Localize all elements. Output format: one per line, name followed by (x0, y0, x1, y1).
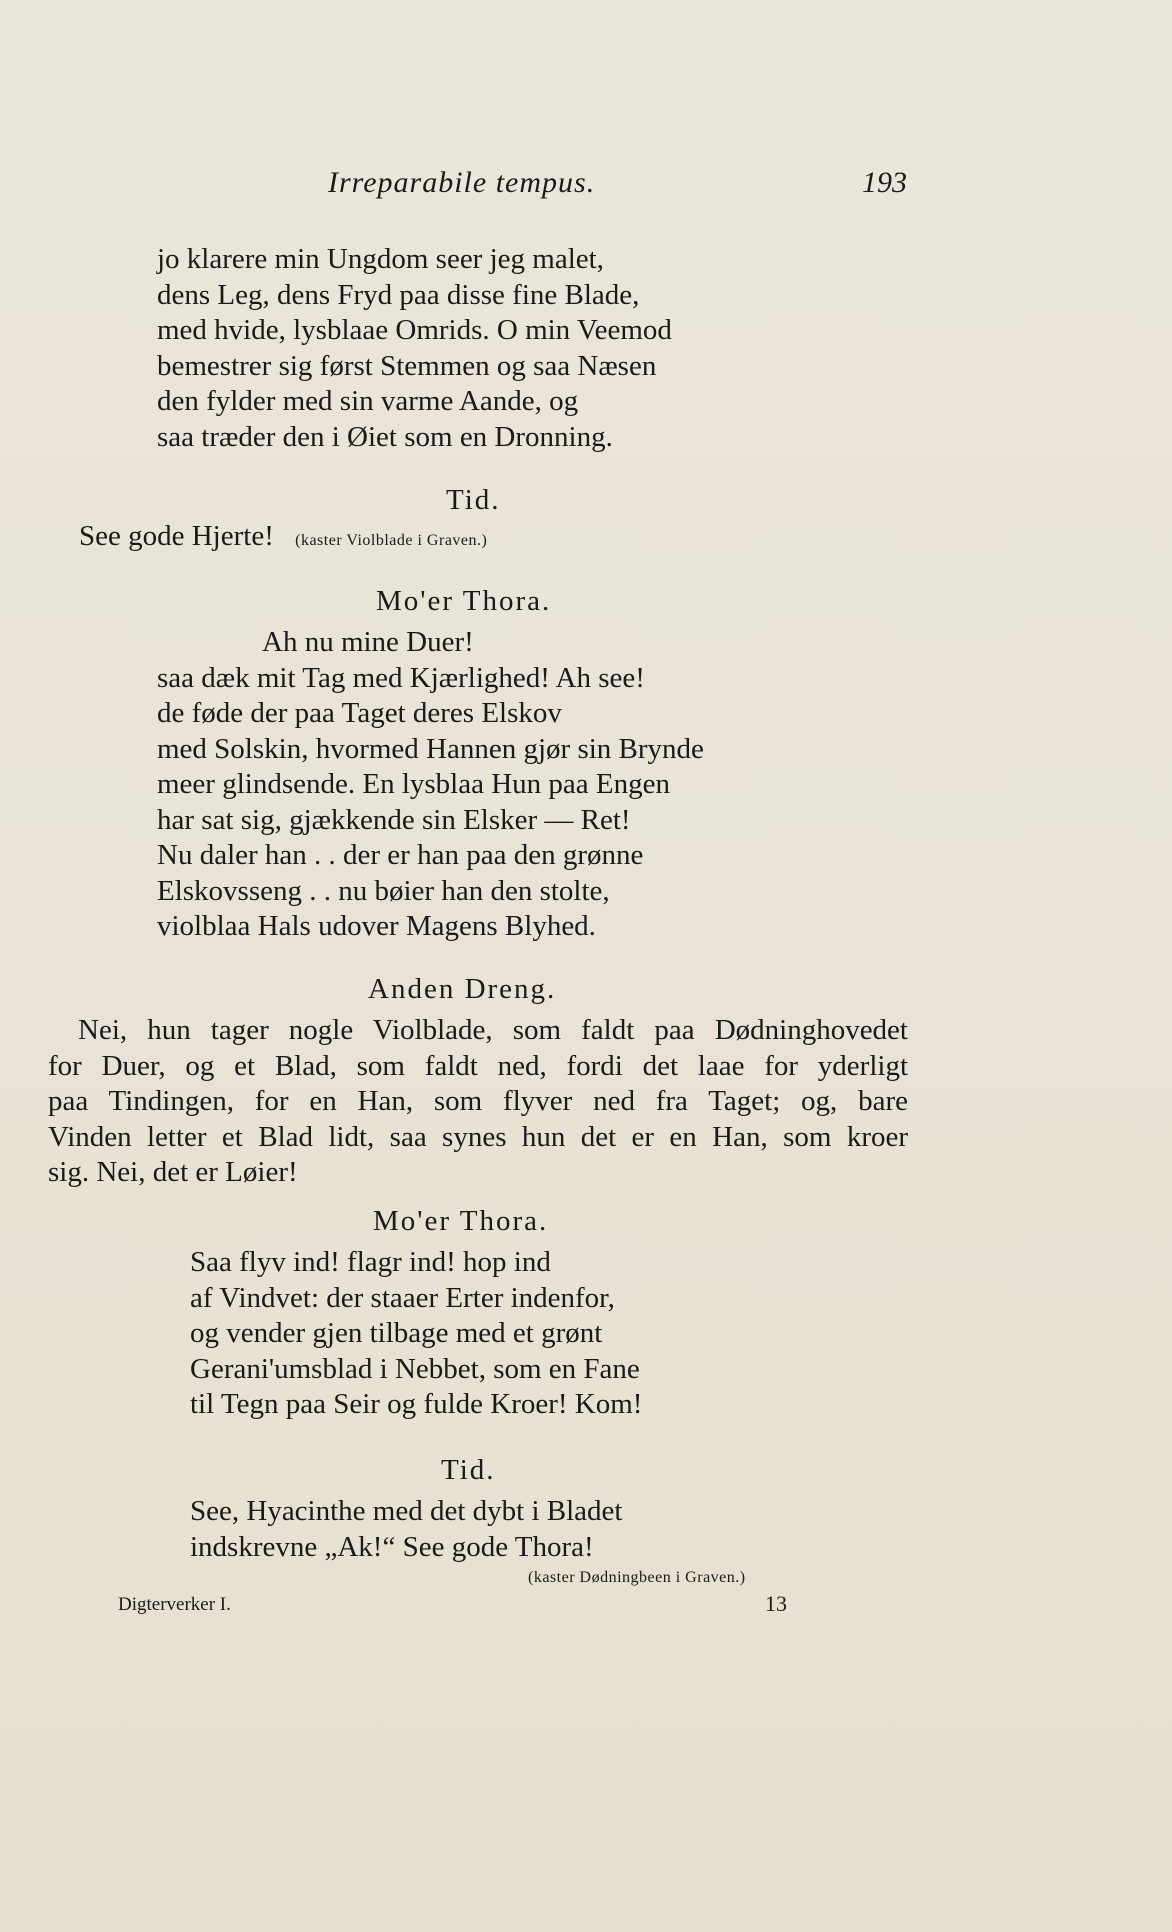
page-number: 193 (862, 166, 907, 199)
prose-line: sig. Nei, det er Løier! (48, 1156, 298, 1188)
verse-line: bemestrer sig først Stemmen og saa Næsen (157, 349, 657, 382)
dialogue-text: See gode Hjerte! (79, 520, 274, 552)
verse-line: dens Leg, dens Fryd paa disse fine Blade, (157, 278, 640, 311)
verse-line: og vender gjen tilbage med et grønt (190, 1317, 603, 1349)
speaker-name: Tid. (446, 484, 501, 516)
speaker-name: Tid. (441, 1454, 496, 1486)
verse-line: de føde der paa Taget deres Elskov (157, 697, 562, 729)
verse-line: Elskovsseng . . nu bøier han den stolte, (157, 874, 610, 907)
prose-line: paa Tindingen, for en Han, som flyver ned fra Taget; og, bare (48, 1085, 908, 1117)
verse-line: den fylder med sin varme Aande, og (157, 385, 579, 417)
prose-line: Vinden letter et Blad lidt, saa synes hun det er en Han, som kroer (48, 1120, 908, 1153)
verse-line: Saa flyv ind! flagr ind! hop ind (190, 1246, 551, 1278)
prose-line: for Duer, og et Blad, som faldt ned, fordi det laae for yderligt (48, 1049, 908, 1082)
verse-block-4 (190, 1494, 622, 1565)
verse-block-1 (157, 242, 672, 455)
printer-signature: Digterverker I. (118, 1594, 231, 1615)
speaker-name: Mo'er Thora. (373, 1205, 549, 1237)
prose-line: Nei, hun tager nogle Violblade, som faldt paa Dødninghovedet (78, 1014, 908, 1046)
verse-line: af Vindvet: der staaer Erter indenfor, (190, 1281, 615, 1314)
signature-number: 13 (765, 1591, 787, 1616)
speaker-name: Anden Dreng. (368, 973, 557, 1005)
dialogue-line (79, 520, 487, 553)
stage-direction: (kaster Violblade i Graven.) (295, 532, 488, 549)
verse-line: med hvide, lysblaae Omrids. O min Veemod (157, 314, 672, 346)
verse-line: saa dæk mit Tag med Kjærlighed! Ah see! (157, 661, 645, 694)
verse-line: jo klarere min Ungdom seer jeg malet, (157, 243, 604, 275)
verse-line: See, Hyacinthe med det dybt i Bladet (190, 1495, 623, 1527)
verse-line: Nu daler han . . der er han paa den grønne (157, 839, 644, 871)
verse-line: Ah nu mine Duer! (262, 626, 474, 658)
verse-line: Gerani'umsblad i Nebbet, som en Fane (190, 1352, 640, 1385)
verse-line: til Tegn paa Seir og fulde Kroer! Kom! (190, 1388, 643, 1420)
running-title: Irreparabile tempus. (328, 166, 596, 199)
verse-line: har sat sig, gjækkende sin Elsker — Ret! (157, 803, 631, 836)
verse-line: saa træder den i Øiet som en Dronning. (157, 420, 613, 453)
verse-line: meer glindsende. En lysblaa Hun paa Engen (157, 768, 670, 800)
prose-block (48, 1013, 908, 1191)
verse-line: indskrevne „Ak!“ See gode Thora! (190, 1530, 594, 1563)
verse-block-3 (190, 1245, 642, 1423)
stage-direction: (kaster Dødningbeen i Graven.) (528, 1569, 746, 1586)
verse-line: med Solskin, hvormed Hannen gjør sin Brynde (157, 732, 704, 765)
verse-block-2 (157, 625, 704, 945)
speaker-name: Mo'er Thora. (376, 585, 552, 617)
verse-line: violblaa Hals udover Magens Blyhed. (157, 910, 596, 942)
